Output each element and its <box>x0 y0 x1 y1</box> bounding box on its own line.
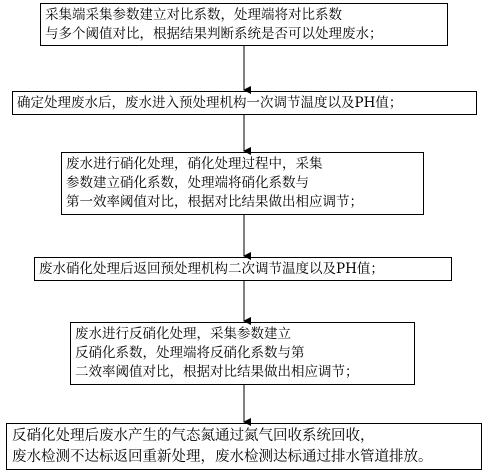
step-1-line-2: 与多个阈值对比，根据结果判断系统是否可以处理废水； <box>45 26 383 42</box>
step-4-line-1: 废水硝化处理后返回预处理机构二次调节温度以及PH值； <box>39 261 384 277</box>
step-4-box <box>34 257 452 281</box>
step-3-line-1: 废水进行硝化处理，硝化处理过程中，采集 <box>66 156 323 172</box>
step-3-box <box>61 152 424 215</box>
step-6-box <box>6 423 482 470</box>
step-5-line-1: 废水进行反硝化处理，采集参数建立 <box>75 326 291 342</box>
step-5-box <box>70 322 415 385</box>
step-6-line-2: 废水检测不达标返回重新处理，废水检测达标通过排水管道排放。 <box>12 449 433 465</box>
step-5-line-3: 二效率阈值对比，根据对比结果做出相应调节； <box>75 364 359 380</box>
step-1-line-1: 采集端采集参数建立对比系数，处理端将对比系数 <box>45 7 342 23</box>
step-5-line-2: 反硝化系数，处理端将反硝化系数与第 <box>75 345 305 361</box>
step-6-line-1: 反硝化处理后废水产生的气态氮通过氮气回收系统回收， <box>12 428 375 444</box>
step-3-line-3: 第一效率阈值对比，根据对比结果做出相应调节； <box>66 194 363 210</box>
step-3-line-2: 参数建立硝化系数，处理端将硝化系数与 <box>66 175 309 191</box>
step-1-box <box>40 3 448 46</box>
step-2-box <box>12 91 477 115</box>
step-2-line-1: 确定处理废水后，废水进入预处理机构一次调节温度以及PH值； <box>17 95 403 111</box>
